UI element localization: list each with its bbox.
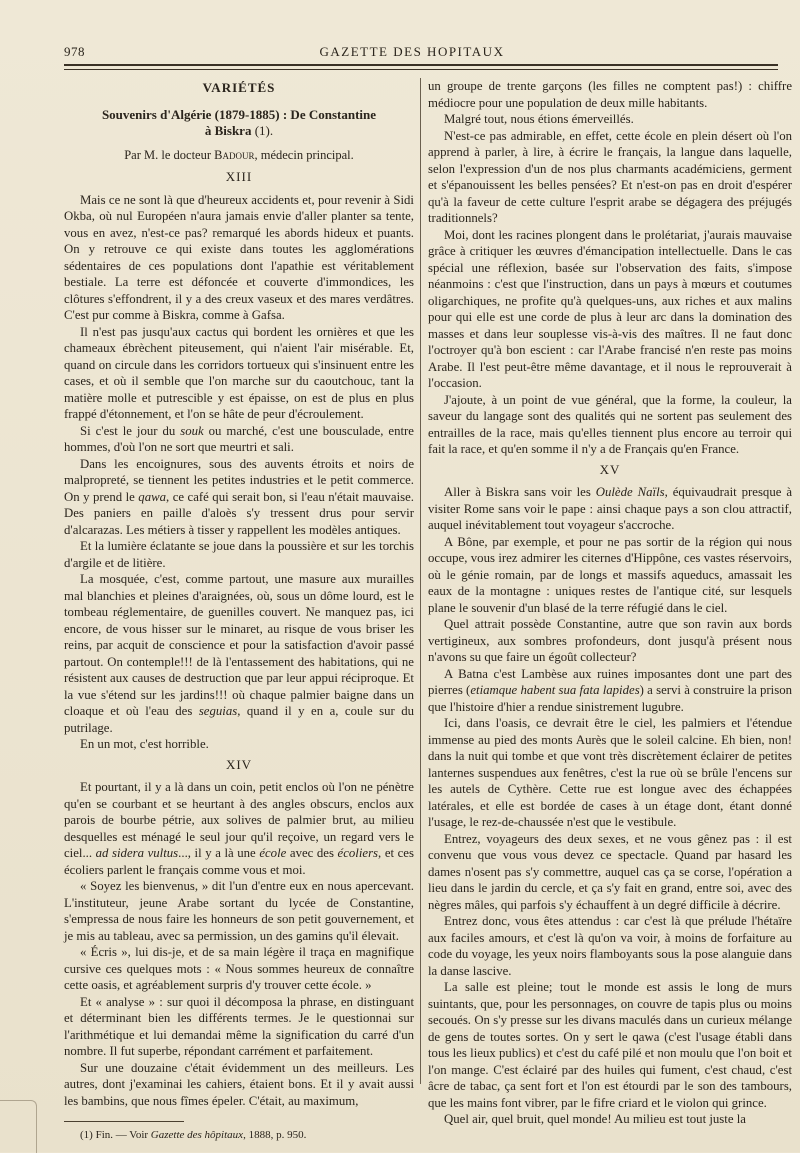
footnote-rule [64,1121,184,1122]
paragraph: « Soyez les bienvenus, » dit l'un d'entre eux en nous apercevant. L'instituteur, jeune Arabe sortant du lycée de Constantine, s'empressa de nous faire les honneurs de son petit gouvernement, et je mis au tableau, avec sa permission, un des gamins qu'il élevait. [64,879,414,943]
text-run: , 1888, p. 950. [243,1129,307,1141]
text-run: avec des [286,846,338,860]
italic-term: qawa [138,489,167,504]
chapter-heading-xiv: XIV [225,756,253,772]
text-run: Et pourtant, il y a là dans un coin, petit enclos où l'on ne pénètre qu'en se courbant et se heurtant à des angles obscurs, enclos aux parois de bourbe pétrie, aux solives de palmier brut, au milieu desquelles est ménagé le seul jour qu'il reçoive, un regard vers le ciel... [64,780,414,860]
chapter-heading-xv: XV [599,461,621,477]
paragraph: Entrez, voyageurs des deux sexes, et ne vous gênez pas : il est convenu que vous vous devez ce spectacle. Quand par hasard les dames n'osent pas s'y commettre, auquel cas ça se corse, l'opération a lieu dans le jardin du cercle, et ça s'y fait en grand, entre soi, avec des nègres mâles, qui parfois s'y échauffent à un degré difficile à décrire. [428,831,792,912]
text-run: (1) Fin. — Voir [80,1129,151,1141]
text-run: ) a servi à construire la prison que l'histoire d'hier a rendue sinistrement lugubre. [428,683,792,714]
footnote-ref: (1). [251,122,274,138]
paragraph: La salle est pleine; tout le monde est assis le long de murs suintants, que, pour les personnages, on couvre de tapis plus ou moins secoués. On s'y presse sur les divans maculés dans un curieux mélange de gens de toutes sortes. On y sert le qawa (c'est l'usage établi dans tous les lieux publics) et c'est du café pilé et non moulu que l'on boit et l'on mange. C'est éclairé par des huiles qui fument, c'est chaud, c'est âcre de tabac, ça sent fort et l'on est étourdi par le son des tambours, que les mains font vibrer, par le fifre criard et le violon qui grince. [428,980,792,1110]
paragraph: A Bône, par exemple, et pour ne pas sortir de la région qui nous occupe, vous irez admirer les citernes d'Hippône, ces vastes réservoirs, où le génie romain, par de longs et massifs aqueducs, amassait les eaux de la montagne : uniques restes de l'antique cité, sur lesquels plane le souvenir d'un blasé de la terre réfugié dans le ciel. [428,534,792,615]
text-run: , équivaudrait presque à visiter Rome sans voir le pape : ainsi chaque pays a son clou attractif, auquel inévitablement tout voyageur s'accroche. [428,485,792,532]
paragraph [64,456,414,539]
paragraph: Mais ce ne sont là que d'heureux accidents et, pour revenir à Sidi Okba, où nul Européen n'aura jamais envie d'aller planter sa tente, vous en avez, n'est-ce pas? remarqué les abords hideux et puants. On y retrouve ce qui existe dans toutes les agglomérations sédentaires de ces populations dont l'apathie est véritablement bestiale. La terre est défoncée et couverte d'immondices, les clôtures s'effondrent, il y a des creux vaseux et des mares verdâtres. C'est pur comme à Biskra, comme à Gafsa. [64,192,414,322]
paragraph [64,571,414,736]
right-column [428,78,792,1126]
text-run: Aller à Biskra sans voir les [444,485,596,499]
paragraph: Malgré tout, nous étions émerveillés. [444,112,634,126]
paragraph: Moi, dont les racines plongent dans le prolétariat, j'aurais mauvaise grâce à critiquer les œuvres d'émancipation intellectuelle. Dans le cas spécial une réflexion, basée sur l'observation des faits, s'impose néanmoins : c'est que l'instruction, dans un pays à mœurs et coutumes oligarchiques, ne profite qu'à quelques-uns, aux riches et aux malins pour qui elle est une corde de plus à leur arc dans la domination des masses et dans leur souplesse vis-à-vis des maîtres. Il ne faut donc l'octroyer qu'à bon escient : car l'Arabe francisé n'en reste pas moins Arabe. Il l'est peut-être même davantage, et il nous le reprouverait à l'occasion. [428,227,792,390]
paragraph [428,666,792,716]
section-heading: VARIÉTÉS [202,80,276,95]
text-run: , ce café qui serait bon, si l'eau n'était mauvaise. Des paniers en paille d'aloès s'y tressent drus pour servir d'alcarazas. Les métiers à tisser y rappellent les modèles antiques. [64,489,414,537]
paragraph: Et la lumière éclatante se joue dans la poussière et sur les torchis d'argile et de litière. [64,539,414,570]
italic-term: Oulède Naïls [595,485,665,499]
paragraph: Quel air, quel bruit, quel monde! Au milieu est tout juste la [444,1112,746,1126]
left-column [64,78,414,1141]
italic-term: Gazette des hôpitaux [150,1129,244,1141]
footnote [64,1128,414,1142]
paragraph: En un mot, c'est horrible. [80,737,209,751]
paragraph: Quel attrait possède Constantine, autre que son ravin aux bords vertigineux, aux sombres profondeurs, dont jusqu'à présent nous n'avons su que faire un égoût collecteur? [428,617,792,664]
text-run: A Batna c'est Lambèse aux ruines imposantes dont une part des pierres ( [428,666,792,697]
byline [64,147,414,164]
paragraph: Entrez donc, vous êtes attendus : car c'est là que prélude l'hétaïre aux faciles amours, et c'est là qu'on va voir, à moins de forfaiture au code du voyage, les yeux noirs flamboyants sous la pose alanguie dans la danse lascive. [428,914,792,978]
paragraph: « Écris », lui dis-je, et de sa main légère il traça en magnifique cursive ces quelques mots : « Nous sommes heureux de connaître cette oasis, et agréablement surpris d'y trouver cette école. » [64,945,414,992]
italic-term: école [259,846,287,860]
text-run: , quand il y en a, coule sur du putrilage. [64,704,414,735]
paragraph: Ici, dans l'oasis, ce devrait être le ciel, les palmiers et l'étendue immense au pied des monts Aurès que le soleil calcine. Eh bien, non! dans la nuit qui tombe et que vont très discrètement éclairer de petites lanternes suspendues aux fenêtres, c'est la rue où se brûle l'encens sur les autels de Cythère. Cette rue est longue avec des échappées latérales, et elle est bordée de cases à un étage dont, étant donné l'usage, le rez-de-chaussée n'est que le vestibule. [428,716,792,829]
article-title-line1: Souvenirs d'Algérie (1879-1885) : De Constantine [101,106,377,122]
italic-term: écoliers [337,846,379,860]
article-title [64,107,414,139]
paragraph: N'est-ce pas admirable, en effet, cette école en plein désert où l'on apprend à parler, à lire, à écrire le français, la langue dans laquelle, selon l'expression d'un de nos plus charmants académiciens, germent et s'épanouissent les belles pensées? Et n'est-on pas en droit d'espérer qu'à la faveur de cette culture l'esprit arabe se dégagera des préjugés traditionnels? [428,128,792,225]
italic-term: souk [180,423,204,438]
running-head [64,44,760,64]
paragraph: Sur une douzaine c'était évidemment un des meilleurs. Les autres, dont j'examinai les cahiers, étaient bons. Et il y avait aussi les bambins, que nous fîmes épeler. C'était, au maximum, [64,1060,414,1108]
italic-term: ad sidera vultus [95,846,179,860]
byline-prefix: Par M. le docteur [124,147,215,162]
chapter-heading-xiii: XIII [225,169,253,184]
author-name: Badour [214,147,255,162]
text-run: Si c'est le jour du [80,423,181,438]
text-run: ou marché, c'est une bousculade, entre hommes, d'où l'on ne sort que meurtri et sali. [64,423,414,454]
text-run: Dans les encoignures, sous des auvents étroits et noirs de malpropreté, se tiennent les petites industries et le petit commerce. On y prend le [64,456,414,504]
paragraph [64,423,414,456]
paragraph [428,484,792,534]
byline-suffix: , médecin principal. [254,147,354,162]
text-run: ..., il y a là une [178,846,260,860]
header-rule-thin [64,69,778,70]
paragraph: J'ajoute, à un point de vue général, que la forme, la couleur, la saveur du langage sont des qualités qui ne sortent pas seulement des entrailles de la race, mais qu'elles tiennent plus encore au terroir qui fait la race, et qu'en somme il n'y a de Français qu'en France. [428,392,792,456]
paragraph: Et « analyse » : sur quoi il décomposa la phrase, en distinguant et déterminant bien les différents termes. Je le questionnai sur l'arithmétique et lui demandai même la signification du carré d'un nombre. Il fut superbe, répondant carrément et parfaitement. [64,994,414,1058]
italic-term: seguias [198,704,238,718]
italic-term: etiamque habent sua fata lapides [470,683,640,697]
paragraph: Il n'est pas jusqu'aux cactus qui bordent les ornières et que les chameaux ébrèchent piteusement, qui n'aient l'air misérable. Et, quand on circule dans les corridors tortueux qui s'insinuent entre les cases, et où il semble que l'on marche sur du caoutchouc, tant la matière molle et putrescible y est épaisse, on est de plus en plus frappé d'étonnement, et l'on se hâte de peur d'écroulement. [64,324,414,421]
header-rule-thick [64,64,778,66]
journal-title: GAZETTE DES HOPITAUX [319,44,505,59]
text-run: La mosquée, c'est, comme partout, une masure aux murailles mal blanchies et pleines d'araignées, où, sous un dôme lourd, est le tombeau réglementaire, de guenilles couvert. Ne manquez pas, ici encore, de vous hisser sur le minaret, au risque de vous briser les reins, par acquit de conscience et pour la satisfaction d'avoir passé partout. On contemple!!! de là l'entassement des habitations, qui ne résistent aux causes de destruction que par leur appui réciproque. Et la vue s'étend sur les jardins!!! où chaque palmier baigne dans un cloaque et où l'eau des [64,572,414,718]
page-number: 978 [64,44,85,59]
article-title-line2: à Biskra [204,122,252,138]
text-run: , et ces écoliers parlent le français comme vous et moi. [64,846,414,877]
column-divider [420,78,421,1084]
paragraph [64,779,414,878]
page-binding-edge [0,1100,37,1153]
paragraph: un groupe de trente garçons (les filles ne comptent pas!) : chiffre médiocre pour une population de deux mille habitants. [428,79,792,110]
